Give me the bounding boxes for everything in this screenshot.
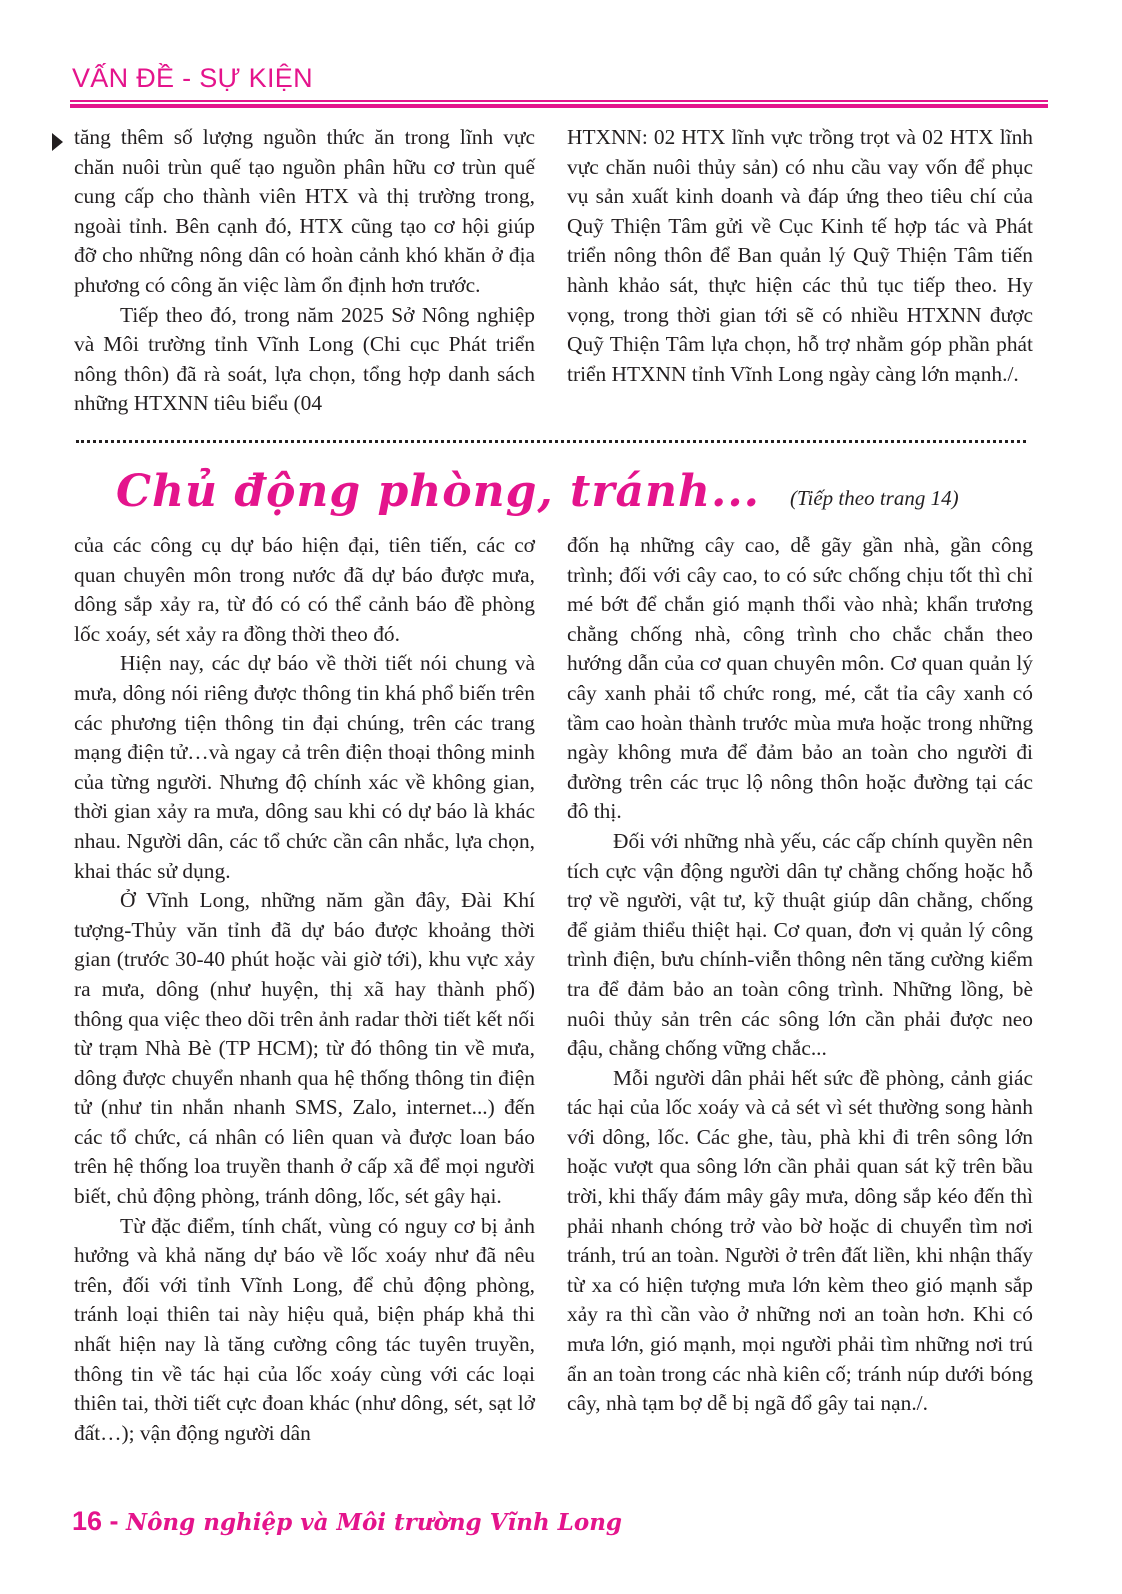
article-right-column <box>567 531 1033 1419</box>
triangle-right-icon <box>52 133 63 151</box>
dotted-separator <box>76 440 1026 443</box>
paragraph: Tiếp theo đó, trong năm 2025 Sở Nông nghiệp và Môi trường tỉnh Vĩnh Long (Chi cục Phát triển nông thôn) đã rà soát, lựa chọn, tổng hợp danh sách những HTXNN tiêu biểu (04 <box>74 302 535 416</box>
header-rule-thick <box>70 104 1048 108</box>
footer-separator: - <box>102 1506 127 1536</box>
paragraph: Hiện nay, các dự báo về thời tiết nói chung và mưa, dông nói riêng được thông tin khá phổ biến trên các phương tiện thông tin đại chúng, trên các trang mạng điện tử…và ngay cả trên điện thoại thông minh của từng người. Nhưng độ chính xác về không gian, thời gian xảy ra mưa, dông sau khi có dự báo là khác nhau. Người dân, các tổ chức cần cân nhắc, lựa chọn, khai thác sử dụng. <box>74 651 535 883</box>
paragraph: của các công cụ dự báo hiện đại, tiên tiến, các cơ quan chuyên môn trong nước đã dự báo được mưa, dông sắp xảy ra, từ đó có có thể cảnh báo đề phòng lốc xoáy, sét xảy ra đồng thời theo đó. <box>74 533 535 646</box>
top-article-right-column <box>567 123 1033 389</box>
continued-from-note: (Tiếp theo trang 14) <box>790 486 959 510</box>
paragraph: Đối với những nhà yếu, các cấp chính quyền nên tích cực vận động người dân tự chằng chống hoặc hỗ trợ về người, vật tư, kỹ thuật giúp dân chằng, chống để giảm thiểu thiệt hại. Cơ quan, đơn vị quản lý công trình điện, bưu chính-viễn thông nên tăng cường kiểm tra để đảm bảo an toàn công trình. Những lồng, bè nuôi thủy sản trên các sông lớn cần phải được neo đậu, chằng chống vững chắc... <box>567 828 1033 1061</box>
paragraph: HTXNN: 02 HTX lĩnh vực trồng trọt và 02 HTX lĩnh vực chăn nuôi thủy sản) có nhu cầu vay vốn để phục vụ sản xuất kinh doanh và đáp ứng theo tiêu chí của Quỹ Thiện Tâm gửi về Cục Kinh tế hợp tác và Phát triển nông thôn để Ban quản lý Quỹ Thiện Tâm tiến hành khảo sát, thực hiện các thủ tục tiếp theo. Hy vọng, trong thời gian tới sẽ có nhiều HTXNN được Quỹ Thiện Tâm lựa chọn, hỗ trợ nhằm góp phần phát triển HTXNN tỉnh Vĩnh Long ngày càng lớn mạnh./. <box>567 125 1033 386</box>
page-footer <box>72 1504 622 1543</box>
paragraph: Ở Vĩnh Long, những năm gần đây, Đài Khí tượng-Thủy văn tỉnh đã dự báo được khoảng thời gian (trước 30-40 phút hoặc vài giờ tới), khu vực xảy ra mưa, dông (như huyện, thị xã hay thành phố) thông qua việc theo dõi trên ảnh radar thời tiết kết nối từ trạm Nhà Bè (TP HCM); từ đó thông tin về mưa, dông được chuyển nhanh qua hệ thống thông tin điện tử (như tin nhắn nhanh SMS, Zalo, internet...) đến các tổ chức, cá nhân có liên quan và được loan báo trên hệ thống loa truyền thanh ở cấp xã để mọi người biết, chủ động phòng, tránh dông, lốc, sét gây hại. <box>74 888 535 1209</box>
paragraph: Từ đặc điểm, tính chất, vùng có nguy cơ bị ảnh hưởng và khả năng dự báo về lốc xoáy như đã nêu trên, đối với tỉnh Vĩnh Long, để chủ động phòng, tránh loại thiên tai này hiệu quả, biện pháp khả thi nhất hiện nay là tăng cường công tác tuyên truyền, thông tin về tác hại của lốc xoáy cùng với các loại thiên tai, thời tiết cực đoan khác (như dông, sét, sạt lở đất…); vận động người dân <box>74 1213 535 1445</box>
page-number: 16 <box>72 1506 103 1536</box>
paragraph: Mỗi người dân phải hết sức đề phòng, cảnh giác tác hại của lốc xoáy và cả sét vì sét thường song hành với dông, lốc. Các ghe, tàu, phà khi đi trên sông lớn hoặc vượt qua sông lớn cần phải quan sát kỹ trên bầu trời, khi thấy đám mây gây mưa, dông sắp kéo đến thì phải nhanh chóng trở vào bờ hoặc di chuyển tìm nơi tránh, trú an toàn. Người ở trên đất liền, khi nhận thấy từ xa có hiện tượng mưa lớn kèm theo gió mạnh sắp xảy ra thì cần vào ở những nơi an toàn hơn. Khi có mưa lớn, gió mạnh, mọi người phải tìm những nơi trú ẩn an toàn trong các nhà kiên cố; tránh núp dưới bóng cây, nhà tạm bợ dễ bị ngã đổ gây tai nạn./. <box>567 1065 1033 1416</box>
paragraph: đốn hạ những cây cao, dễ gãy gần nhà, gần công trình; đối với cây cao, to có sức chống chịu tốt thì chỉ mé bớt để chắn gió mạnh thổi vào nhà; khẩn trương chằng chống nhà, công trình cho chắc chắn theo hướng dẫn của cơ quan chuyên môn. Cơ quan quản lý cây xanh phải tổ chức rong, mé, cắt tỉa cây xanh có tầm cao hoàn thành trước mùa mưa hoặc trong những ngày không mưa để đảm bảo an toàn cho người đi đường trên các trục lộ nông thôn hoặc đường tại các đô thị. <box>567 533 1033 824</box>
section-label: VẤN ĐỀ - SỰ KIỆN <box>72 63 313 93</box>
article-headline: Chủ động phòng, tránh... <box>116 466 760 517</box>
paragraph: tăng thêm số lượng nguồn thức ăn trong lĩnh vực chăn nuôi trùn quế tạo nguồn phân hữu cơ trùn quế cung cấp cho thành viên HTX và thị trường trong, ngoài tỉnh. Bên cạnh đó, HTX cũng tạo cơ hội giúp đỡ cho những nông dân có hoàn cảnh khó khăn ở địa phương có công ăn việc làm ổn định hơn trước. <box>74 125 535 297</box>
magazine-name: Nông nghiệp và Môi trường Vĩnh Long <box>126 1509 622 1536</box>
header-rule-thin <box>70 100 1048 102</box>
article-left-column <box>74 531 535 1448</box>
top-article-left-column <box>74 123 535 419</box>
